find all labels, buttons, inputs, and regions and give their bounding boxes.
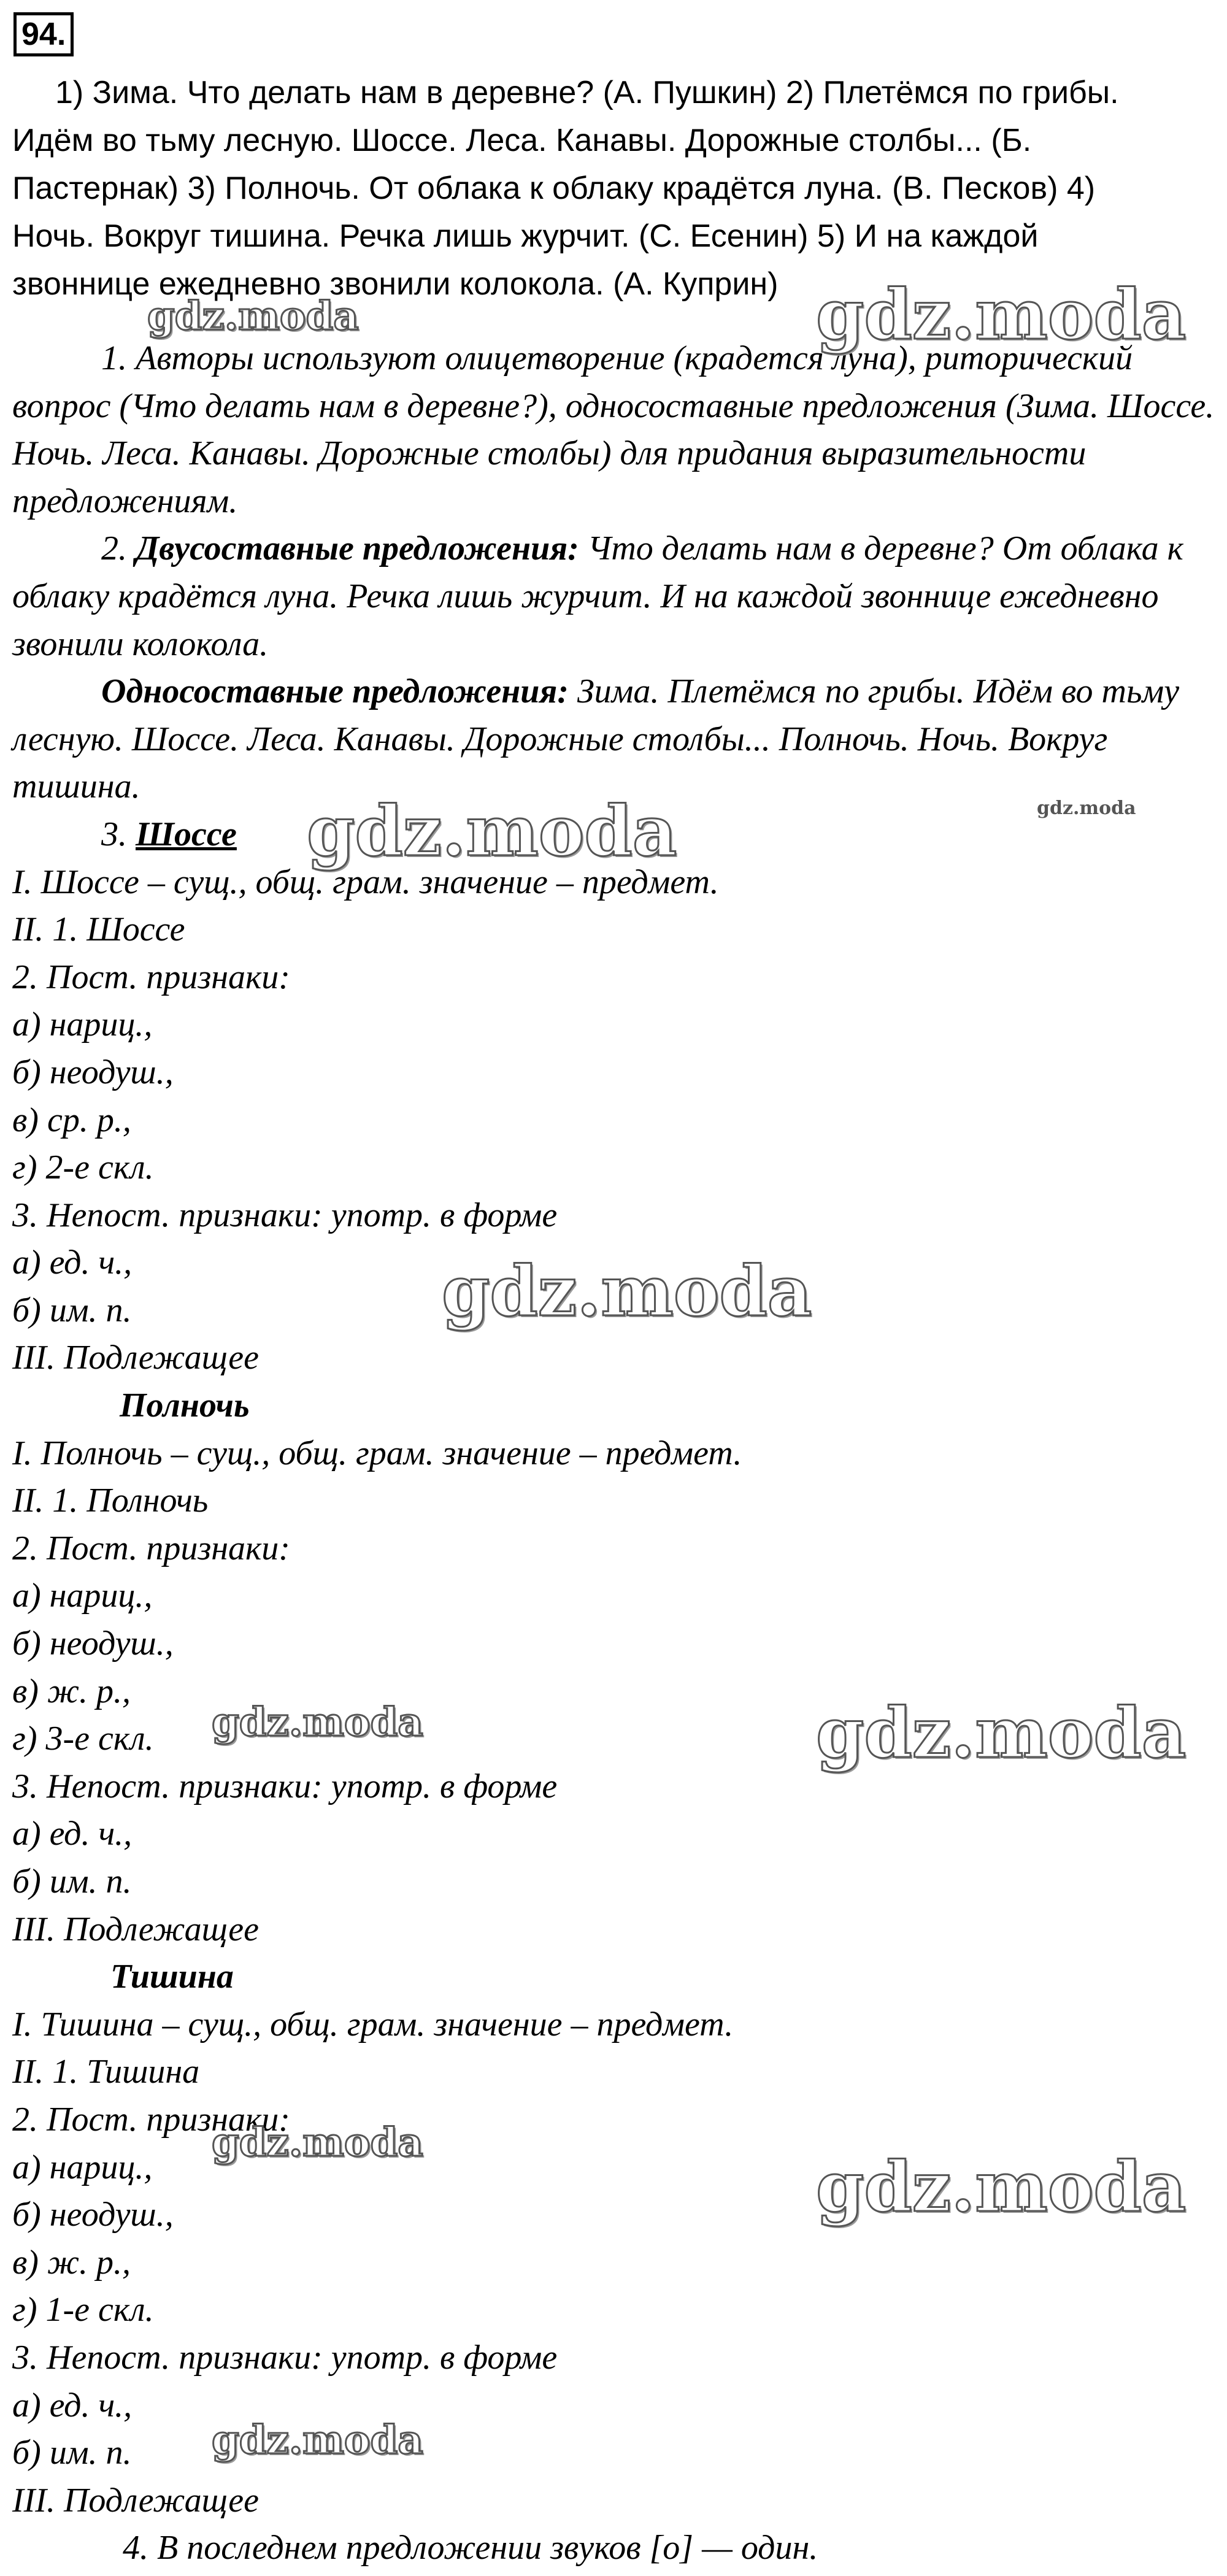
word-title: Шоссе [136, 815, 237, 853]
answer-4: 4. В последнем предложении звуков [о] — один. [123, 2529, 818, 2567]
answer-block [12, 335, 1218, 2572]
watermark: gdz.moda [212, 2120, 423, 2166]
exercise-text-line: звоннице ежедневно звонили колокола. (А. Куприн) [12, 266, 779, 302]
analysis-line: III. Подлежащее [12, 2481, 259, 2520]
answer-2-label: 2. [101, 529, 136, 568]
analysis-line: 2. Пост. признаки: [12, 958, 290, 996]
one-part-text: Зима. Плетёмся по грибы. Идём во тьму лесную. Шоссе. Леса. Канавы. Дорожные столбы... Полночь. Ночь. Вокруг тишина. [12, 672, 1180, 806]
two-part-heading: Двусоставные предложения: [136, 529, 579, 568]
analysis-line: в) ж. р., [12, 2243, 131, 2282]
analysis-line: г) 1-е скл. [12, 2291, 154, 2329]
analysis-line: б) им. п. [12, 1863, 132, 1901]
analysis-line: I. Шоссе – сущ., общ. грам. значение – предмет. [12, 863, 719, 901]
analysis-line: б) неодуш., [12, 1624, 174, 1663]
analysis-line: а) ед. ч., [12, 1815, 133, 1853]
word-title: Тишина [110, 1958, 234, 1996]
analysis-line: б) им. п. [12, 1291, 132, 1329]
exercise-text-line: 1) Зима. Что делать нам в деревне? (А. Пушкин) 2) Плетёмся по грибы. [55, 75, 1119, 110]
analysis-line: I. Полночь – сущ., общ. грам. значение – предмет. [12, 1434, 742, 1472]
analysis-line: б) им. п. [12, 2434, 132, 2472]
analysis-line: 3. Непост. признаки: употр. в форме [12, 2338, 558, 2377]
analysis-line: 3. Непост. признаки: употр. в форме [12, 1196, 558, 1234]
answer-2 [12, 525, 1218, 668]
watermark: gdz.moda [442, 1251, 812, 1332]
analysis-line: в) ср. р., [12, 1101, 131, 1139]
exercise-text [12, 69, 1218, 308]
watermark: gdz.moda [307, 791, 677, 872]
word-title: Полночь [120, 1386, 250, 1425]
watermark: gdz.moda [816, 1693, 1187, 1774]
analysis-line: 2. Пост. признаки: [12, 2100, 290, 2139]
analysis-line: II. 1. Полночь [12, 1482, 209, 1520]
exercise-text-line: Идём во тьму лесную. Шоссе. Леса. Канавы. Дорожные столбы... (Б. [12, 123, 1032, 158]
analysis-line: г) 2-е скл. [12, 1148, 154, 1187]
analysis-line: а) нариц., [12, 2148, 153, 2186]
watermark: gdz.moda [816, 2147, 1187, 2228]
one-part-heading: Односоставные предложения: [101, 672, 569, 711]
answer-1: 1. Авторы используют олицетворение (крадется луна), риторический вопрос (Что делать нам в деревне?), односоставные предложения (Зима. Шоссе. Ночь. Леса. Канавы. Дорожные столбы) для придания выразительности предложениям. [12, 339, 1215, 520]
analysis-line: III. Подлежащее [12, 1910, 259, 1948]
analysis-line: 2. Пост. признаки: [12, 1529, 290, 1567]
analysis-line: г) 3-е скл. [12, 1720, 154, 1758]
watermark: gdz.moda [816, 275, 1187, 355]
analysis-line: II. 1. Тишина [12, 2053, 200, 2091]
exercise-text-line: Пастернак) 3) Полночь. От облака к облаку крадётся луна. (В. Песков) 4) [12, 171, 1096, 206]
watermark: gdz.moda [147, 293, 359, 339]
analysis-line: а) нариц., [12, 1005, 153, 1044]
one-part-sentences [12, 668, 1218, 811]
analysis-line: в) ж. р., [12, 1672, 131, 1710]
exercise-number: 94. [13, 12, 74, 56]
analysis-line: б) неодуш., [12, 2196, 174, 2234]
analysis-line: III. Подлежащее [12, 1339, 259, 1377]
analysis-line: 3. Непост. признаки: употр. в форме [12, 1767, 558, 1805]
watermark: gdz.moda [212, 2417, 423, 2463]
two-part-text: Что делать нам в деревне? От облака к облаку крадётся луна. Речка лишь журчит. И на каждой звоннице ежедневно звонили колокола. [12, 529, 1183, 663]
watermark: gdz.moda [212, 1699, 423, 1745]
analysis-line: б) неодуш., [12, 1053, 174, 1091]
analysis-line: а) нариц., [12, 1577, 153, 1615]
analysis-line: а) ед. ч., [12, 1244, 133, 1282]
exercise-text-line: Ночь. Вокруг тишина. Речка лишь журчит. (С. Есенин) 5) И на каждой [12, 218, 1039, 254]
analysis-line: I. Тишина – сущ., общ. грам. значение – предмет. [12, 2005, 734, 2043]
analysis-line: II. 1. Шоссе [12, 910, 185, 949]
answer-3-label: 3. [101, 815, 136, 853]
watermark: gdz.moda [1037, 798, 1136, 819]
analysis-line: а) ед. ч., [12, 2386, 133, 2424]
